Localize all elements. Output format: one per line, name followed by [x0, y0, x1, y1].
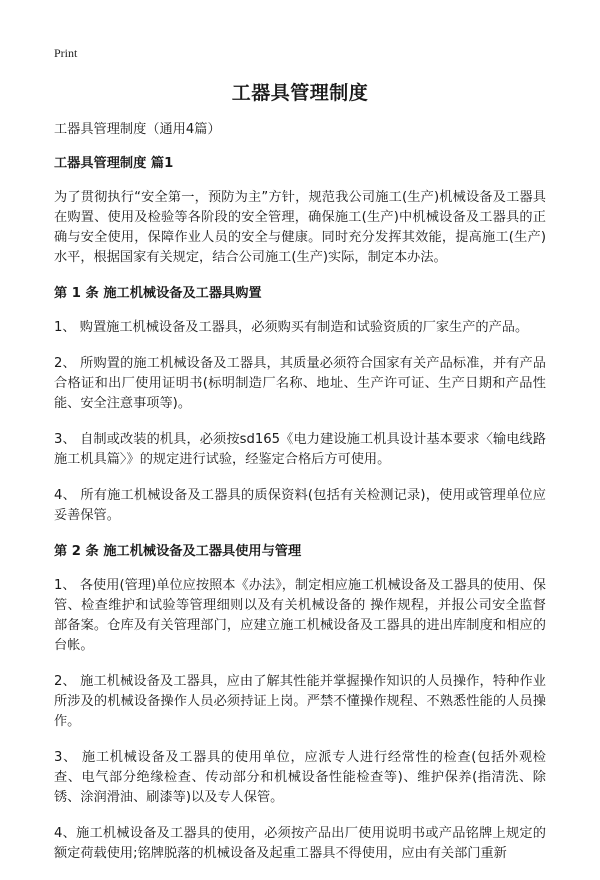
section-heading: 工器具管理制度 篇1: [54, 156, 174, 171]
article-2-item-1: 1、 各使用(管理)单位应按照本《办法》，制定相应施工机械设备及工器具的使用、保管、检查维护和试验等管理细则以及有关机械设备的 操作规程，并报公司安全监督部备案。仓库及有关管理部门，应建立施工机械设备及工器具的进出库制度和相应的台帐。: [54, 578, 546, 653]
page-title: 工器具管理制度: [231, 82, 369, 104]
article-2-heading: 第 2 条 施工机械设备及工器具使用与管理: [54, 544, 302, 559]
article-1-item-3: 3、 自制或改装的机具，必须按sd165《电力建设施工机具设计基本要求〈输电线路施工机具篇〉》的规定进行试验，经鉴定合格后方可使用。: [54, 432, 546, 467]
article-1-item-1: 1、 购置施工机械设备及工器具，必须购买有制造和试验资质的厂家生产的产品。: [54, 320, 529, 335]
article-2-item-4: 4、施工机械设备及工器具的使用，必须按产品出厂使用说明书或产品铭牌上规定的额定荷载使用;铭牌脱落的机械设备及起重工器具不得使用，应由有关部门重新: [54, 826, 546, 861]
article-1-heading: 第 1 条 施工机械设备及工器具购置: [54, 286, 262, 301]
article-1-item-2: 2、 所购置的施工机械设备及工器具，其质量必须符合国家有关产品标准，并有产品合格证和出厂使用证明书(标明制造厂名称、地址、生产许可证、生产日期和产品性能、安全注意事项等)。: [54, 356, 546, 411]
intro-paragraph: 为了贯彻执行“安全第一，预防为主”方针，规范我公司施工(生产)机械设备及工器具在购置、使用及检验等各阶段的安全管理，确保施工(生产)中机械设备及工器具的正确与安全使用，保障作业人员的安全与健康。同时充分发挥其效能，提高施工(生产)水平，根据国家有关规定，结合公司施工(生产)实际，制定本办法。: [54, 190, 546, 265]
print-label: Print: [54, 46, 78, 60]
article-1-item-4: 4、 所有施工机械设备及工器具的质保资料(包括有关检测记录)，使用或管理单位应妥善保管。: [54, 488, 546, 523]
document-body: [54, 120, 546, 880]
article-2-item-2: 2、 施工机械设备及工器具，应由了解其性能并掌握操作知识的人员操作，特种作业所涉及的机械设备操作人员必须持证上岗。严禁不懂操作规程、不熟悉性能的人员操作。: [54, 674, 546, 729]
document-subtitle: 工器具管理制度（通用4篇）: [54, 122, 221, 137]
article-2-item-3: 3、 施工机械设备及工器具的使用单位，应派专人进行经常性的检查(包括外观检查、电气部分绝缘检查、传动部分和机械设备性能检查等)、维护保养(指清洗、除锈、涂润滑油、刷漆等)以及专人保管。: [54, 750, 546, 805]
